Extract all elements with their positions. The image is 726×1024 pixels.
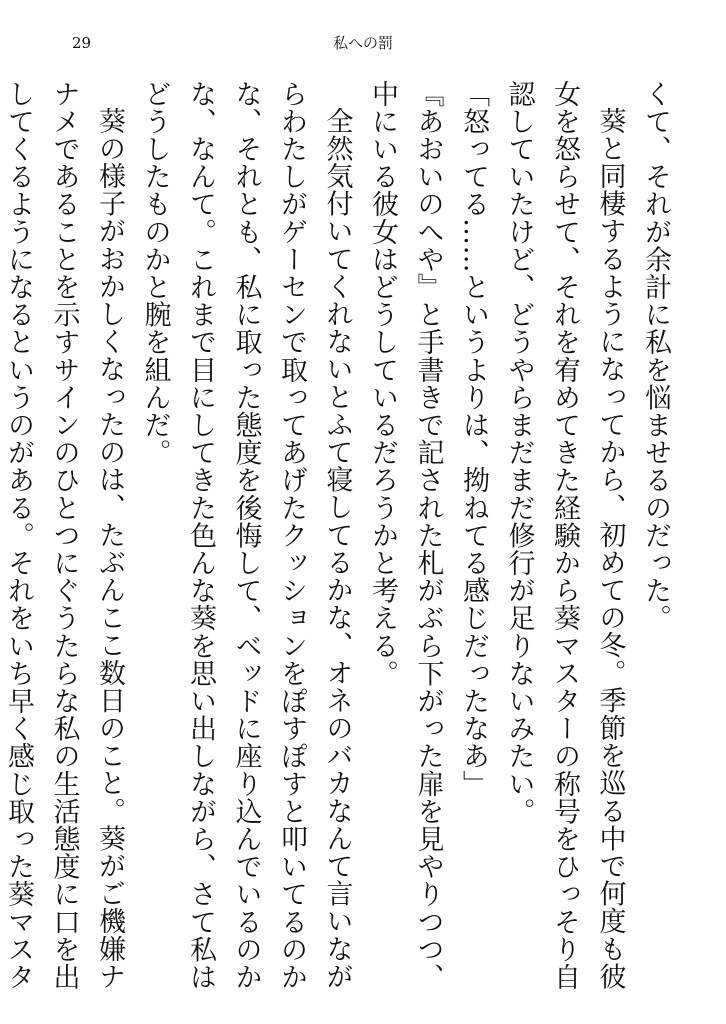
paragraph: 葵の様子がおかしくなったのは、たぶんここ数日のこと。葵がご機嫌ナナメであることを示すサインのひとつにぐうたらな私の生活態度に口を出してくるようになるというのがある。それをいち早く感じ取った葵マスタ: [3, 80, 125, 991]
dialogue-line: 「怒ってる……というよりは、拗ねてる感じだったなあ」: [458, 80, 489, 798]
body-text: [3, 80, 678, 1000]
paragraph: 全然気付いてくれないとふて寝してるかな、オネのバカなんて言いながらわたしがゲーセンで取ってあげたクッションをぽすぽすと叩いてるのかな、それとも、私に取った態度を後悔して、ベッドに座り込んでいるのかな、なんて。これまで目にしてきた色んな葵を思い出しながら、さて私はどうしたものかと腕を組んだ。: [139, 80, 353, 991]
running-header-title: 私への罰: [332, 34, 393, 52]
paragraph-continuation: くて、それが余計に私を悩ませるのだった。: [640, 80, 671, 632]
page-number: 29: [72, 34, 92, 52]
paragraph: 葵と同棲するようになってから、初めての冬。季節を巡る中で何度も彼女を怒らせて、それを宥めてきた経験から葵マスターの称号をひっそり自認していたけど、どうやらまだまだ修行が足りないみたい。: [503, 80, 626, 991]
bracketed-line: 『あおいのへや』と手書きで記された札がぶら下がった扉を見やりつつ、中にいる彼女はどうしているだろうかと考える。: [367, 80, 444, 991]
